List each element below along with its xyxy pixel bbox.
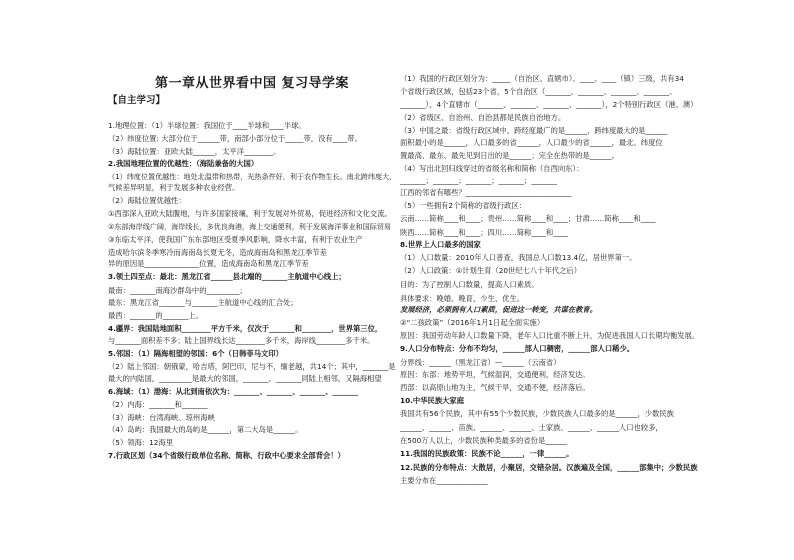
left-line-7: （2）海陆位置优越性： [108, 196, 186, 205]
left-line-18: 与_______面积差不多；陆上国界线长达________多千米，海岸线________多千米。 [108, 336, 375, 345]
right-line-2: _______），4个直辖市（_______、_______、_______、_______），2个特别行政区（港、澳） [400, 100, 698, 109]
left-line-3: （3）海陆位置：亚欧大陆______，太平洋________。 [108, 147, 281, 156]
page-title: 第一章从世界看中国 复习导学案 [154, 76, 350, 91]
right-line-10: （5）一些拥有2个简称的省级行政区： [400, 201, 527, 210]
left-line-11: 造成哈尔滨冬季寒冷而海南岛长夏无冬，造成海南岛和黑龙江季节差 [108, 248, 327, 257]
left-line-16: 最西：_______的_______上。 [108, 311, 203, 320]
left-line-5: （1）纬度位置优越性：地处北温带和热带，光热条件好，利于农作物生长。南北跨纬度大， [108, 172, 397, 181]
left-line-22: 6.海域：（1）渤海：从北到南依次为：_______、_______、_______、_______ [108, 387, 359, 396]
right-line-14: （1）人口数量：2010年人口普查，我国总人口数13.4亿，居世界第一。 [400, 253, 637, 262]
left-line-25: （4）岛屿：我国最大的岛屿是______，第二大岛是______。 [108, 425, 303, 434]
right-line-17: 具体要求：晚婚、晚育，少生、优生。 [400, 294, 525, 303]
right-line-24: 西部：以高原山地为主，气候干旱，交通不便，经济落后。 [400, 383, 590, 392]
left-line-10: ③东临太平洋，使我国广东东部地区受夏季风影响，降水丰富，有利于农业生产 [108, 235, 363, 244]
right-line-8: _______；_______；_______；_______；_______ [400, 176, 557, 185]
right-line-19: ②“二孩政策”（2016年1月1日起全面实施） [400, 318, 545, 327]
left-line-2: （2）纬度位置: 大部分位于______带，南部小部分位于_____带，没有____带。 [108, 134, 362, 143]
right-line-12: 陕西……简称____和____；四川……简称____和____ [400, 228, 568, 237]
right-line-18: 发展经济，必须拥有人口素质，促进这一转变，共谋在教育。 [400, 305, 598, 314]
left-line-15: 最东：黑龙江省_______与_______主航道中心线的汇合处； [108, 298, 298, 307]
right-line-7: （4）写出北回归线穿过的省级名称和简称（自西向东）： [400, 164, 584, 173]
right-line-21: 9.人口分布特点：分布不均匀，______部人口稠密，______部人口稀少。 [400, 344, 635, 353]
right-line-0: （1）我国的行政区划分为：_____（自治区、直辖市）、____、____（镇）三级，共有34 [400, 74, 684, 83]
left-line-24: （3）海峡：台湾海峡、琼州海峡 [108, 413, 215, 422]
right-line-28: 在500万人以上，少数民族种类最多的省份是______ [400, 436, 568, 445]
right-line-26: 我国共有56个民族，其中有55个少数民族，少数民族人口最多的是______，少数民族 [400, 409, 674, 418]
left-line-4: 2.我国地理位置的优越性：（海陆兼备的大国） [108, 159, 259, 168]
left-line-8: ①西部深入亚欧大陆腹地，与许多国家接壤，利于发展对外贸易，促进经济和文化交流。 [108, 209, 392, 218]
left-line-27: 7.行政区划（34个省级行政单位名称、简称、行政中心要求全部背会！） [108, 451, 345, 460]
right-line-15: （2）人口政策：①计划生育（20世纪七八十年代之后） [400, 266, 581, 275]
left-line-13: 3.领土四至点：最北：黑龙江省______县北端的_______主航道中心线上； [108, 272, 346, 281]
right-line-27: ______、______、苗族、______、______、土家族、______、______人口也较多， [400, 423, 663, 432]
right-line-16: 目的：为了控制人口数量，提高人口素质。 [400, 280, 539, 289]
right-line-23: 原因：东部：地势平坦，气候湿润，交通便利，经济发达。 [400, 370, 590, 379]
right-line-20: 原因：我国劳动年龄人口数量下降，老年人口比重不断上升，为促进我国人口长期均衡发展。 [400, 331, 700, 340]
left-line-23: （2）内海：_______和_______ [108, 400, 208, 409]
left-line-9: ②东部海岸线广阔，海岸线长，多优良海港，海上交通便利，利于发展海洋事业和国际贸易 [108, 222, 392, 231]
right-line-22: 分界线：______（黑龙江省）—______（云南省） [400, 358, 561, 367]
right-line-1: 个省级行政区域，包括23个省，5个自治区（_______、_______、_______、_______、 [400, 87, 677, 96]
right-line-29: 11.我国的民族政策：民族不论______，一律______。 [400, 449, 574, 458]
right-line-13: 8.世界上人口最多的国家 [400, 240, 481, 249]
right-line-5: 面积最小的是______，人口最多的省______，人口最少的省______，最北、纬度位 [400, 138, 663, 147]
right-line-31: 主要分布在______________ [400, 476, 488, 485]
left-line-26: （5）领海：12海里 [108, 438, 174, 447]
right-line-25: 10.中华民族大家庭 [400, 396, 465, 405]
left-line-6: 气候差异明显，利于发展多种农业经营。 [108, 183, 240, 192]
left-line-14: 最南：_______南海沙群岛中的_________； [108, 286, 247, 295]
right-line-6: 置最高、最东、最先见到日出的是______；完全在热带的是______。 [400, 151, 619, 160]
right-line-4: （3）中国之最：省级行政区域中，跨经度最广的是______，跨纬度最大的是______ [400, 126, 668, 135]
left-line-12: 异的原因是_______________位置，造成海南岛和黑龙江季节差 [108, 259, 309, 268]
left-line-0: 【自主学习】 [108, 95, 166, 106]
right-line-30: 12.民族的分布特点：大散居，小聚居，交错杂居。汉族遍及全国，______部集中；少数民族 [400, 463, 698, 472]
right-line-11: 云南……简称____和____；贵州……简称____和____；甘肃……简称____和____ [400, 214, 656, 223]
right-line-3: （2）省级区、自治州、自治县都是民族自治地方。 [400, 113, 566, 122]
left-line-20: （2）陆上邻国：朝俄蒙，哈吉塔，阿巴印，尼与不，缅老越，共14个；其中，_______是 [108, 362, 396, 371]
left-line-21: 最大的内陆国，_________是最大的邻国，_______、_______同陆上相邻，又隔海相望 [108, 374, 382, 383]
left-line-19: 5.邻国：（1）隔海相望的邻国：6个（日韩菲马文印） [108, 349, 283, 358]
left-line-1: 1.地理位置：（1）半球位置：我国位于____半球和____半球。 [108, 121, 306, 130]
right-line-9: 江西的邻省有哪些？_____________________________ [400, 188, 572, 197]
left-line-17: 4.疆界：我国陆地面积________平方千米，仅次于_______和________，世界第三位， [108, 324, 383, 333]
